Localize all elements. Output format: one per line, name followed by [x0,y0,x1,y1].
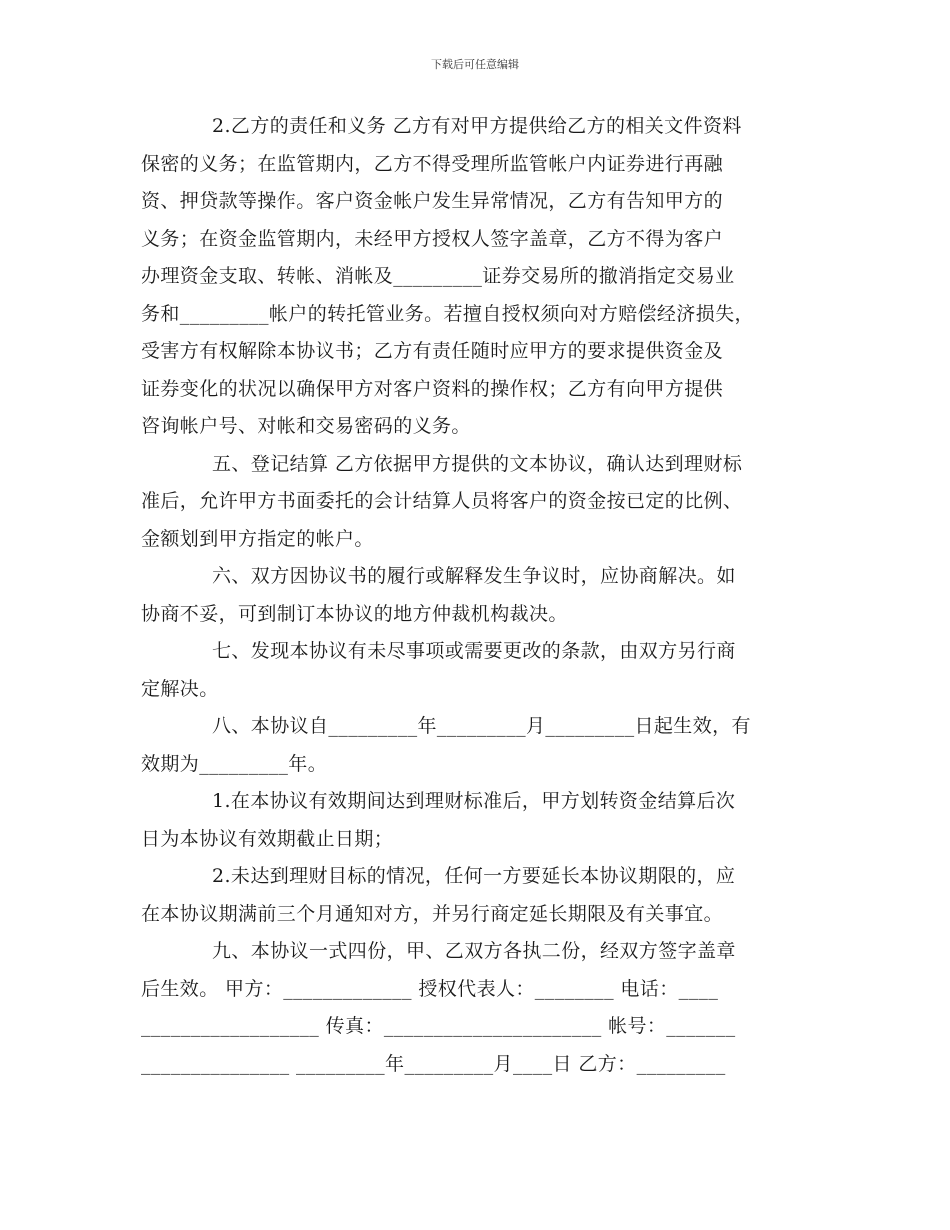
paragraph-line: 五、登记结算 乙方依据甲方提供的文本协议，确认达到理财标 [212,452,743,475]
paragraph-line: 务和_________帐户的转托管业务。若擅自授权须向对方赔偿经济损失， [141,302,754,325]
paragraph-line: 六、双方因协议书的履行或解释发生争议时，应协商解决。如 [212,565,736,587]
paragraph-line: 准后，允许甲方书面委托的会计结算人员将客户的资金按已定的比例、 [141,490,743,512]
paragraph-line: 日为本协议有效期截止日期； [141,827,394,850]
paragraph-line: 后生效。 甲方：_____________ 授权代表人：________ 电话：____ [141,977,719,1000]
paragraph-line: 保密的义务；在监管期内，乙方不得受理所监管帐户内证券进行再融 [141,152,724,175]
paragraph-line: 八、本协议自_________年_________月_________日起生效，有 [212,715,751,737]
paragraph-line: 受害方有权解除本协议书；乙方有责任随时应甲方的要求提供资金及 [141,340,724,362]
paragraph-line: 义务；在资金监管期内，未经甲方授权人签字盖章，乙方不得为客户 [141,227,724,250]
paragraph-line: 2.未达到理财目标的情况，任何一方要延长本协议期限的，应 [212,865,736,887]
paragraph-line: 咨询帐户号、对帐和交易密码的义务。 [141,415,471,437]
paragraph-line: 定解决。 [141,677,219,700]
paragraph-line: __________________ 传真：______________________ 帐号：_______ [141,1015,736,1037]
paragraph-line: 资、押贷款等操作。客户资金帐户发生异常情况，乙方有告知甲方的 [141,190,724,212]
page-header: 下载后可任意编辑 [431,58,519,71]
paragraph-line: 1.在本协议有效期间达到理财标准后，甲方划转资金结算后次 [212,790,736,812]
paragraph-line: 2.乙方的责任和义务 乙方有对甲方提供给乙方的相关文件资料 [212,115,742,137]
paragraph-line: _______________ _________年_________月____日 乙方：_________ [141,1052,726,1075]
paragraph-line: 九、本协议一式四份，甲、乙双方各执二份，经双方签字盖章 [212,940,736,962]
paragraph-line: 办理资金支取、转帐、消帐及_________证券交易所的撤消指定交易业 [141,265,735,287]
paragraph-line: 协商不妥，可到制订本协议的地方仲裁机构裁决。 [141,602,568,625]
paragraph-line: 效期为_________年。 [141,752,328,775]
agreement-body [141,108,811,1083]
paragraph-line: 在本协议期满前三个月通知对方，并另行商定延长期限及有关事宜。 [141,902,724,925]
paragraph-line: 金额划到甲方指定的帐户。 [141,527,374,550]
paragraph-line: 证券变化的状况以确保甲方对客户资料的操作权；乙方有向甲方提供 [141,377,724,400]
paragraph-line: 七、发现本协议有未尽事项或需要更改的条款，由双方另行商 [212,640,736,662]
